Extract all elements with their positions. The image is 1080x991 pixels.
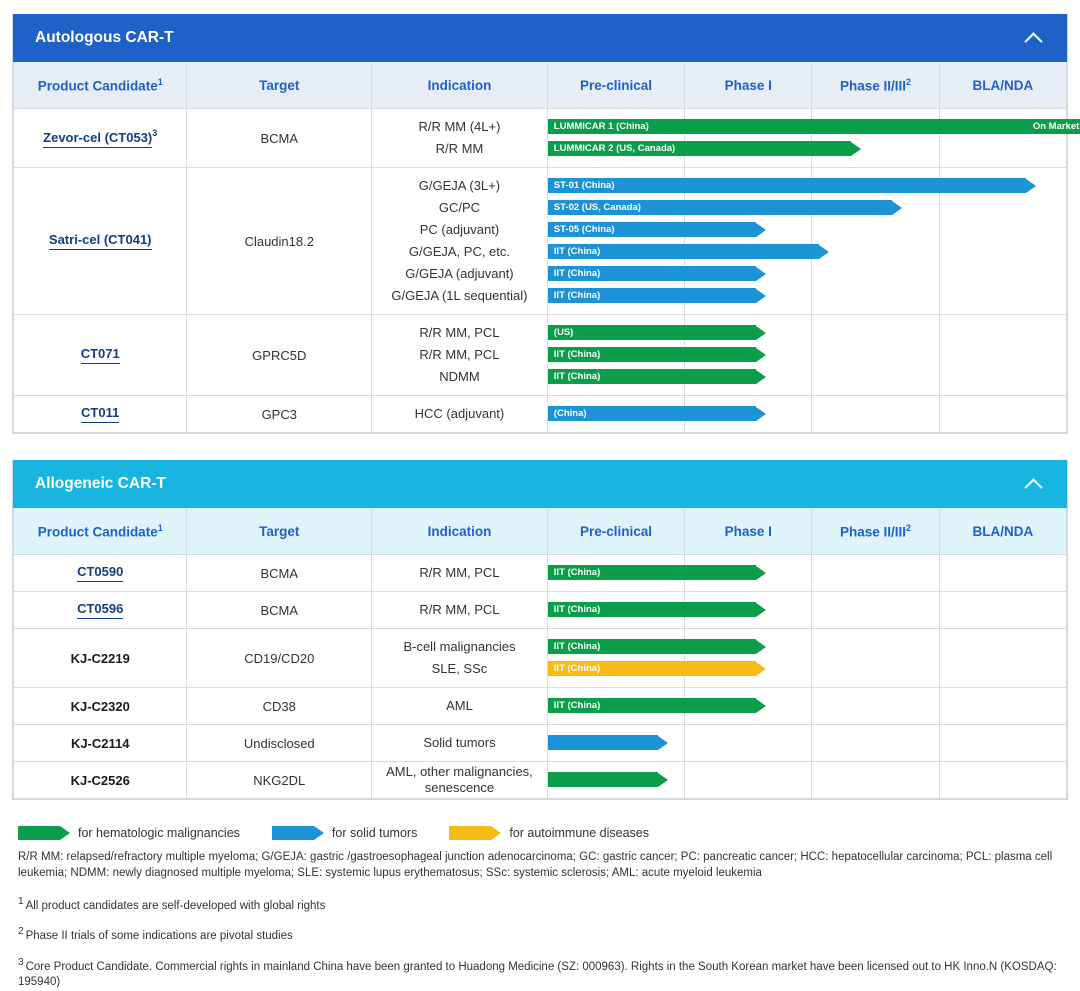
progress-bar: [548, 735, 668, 750]
indication-label: R/R MM: [435, 141, 484, 156]
bar-track: [548, 555, 1080, 591]
bar-row: [548, 344, 1080, 366]
phase-cell: [547, 555, 684, 592]
bar-track: [548, 109, 1080, 167]
panel-title: Allogeneic CAR-T: [35, 475, 166, 492]
bar-track: [548, 168, 1080, 314]
indication-label: AML: [446, 698, 473, 713]
bar-body: [548, 735, 658, 750]
column-header: [812, 62, 939, 109]
indication-label: G/GEJA (adjuvant): [405, 266, 514, 281]
table-row: [14, 396, 1067, 433]
footnote-3-marker: 3: [18, 956, 24, 968]
product-name: [71, 651, 130, 666]
phase-cell: [547, 762, 684, 799]
footnote-2-text: Phase II trials of some indications are pivotal studies: [25, 930, 293, 943]
bar-body: [548, 698, 756, 713]
footnote-1-text: All product candidates are self-developed with global rights: [25, 899, 326, 912]
footnote-1-marker: 1: [18, 896, 24, 908]
bar-row: [548, 403, 1080, 425]
target-label: BCMA: [260, 130, 299, 146]
target-label: CD19/CD20: [244, 650, 315, 666]
bar-row: [548, 263, 1080, 285]
product-label: CT0590: [77, 564, 124, 579]
table-row: [14, 762, 1067, 799]
table-row: [14, 725, 1067, 762]
bar-row: [548, 175, 1080, 197]
column-header-label: Phase II/III: [840, 78, 907, 94]
column-header: [187, 62, 372, 109]
bar-label: IIT (China): [553, 268, 601, 279]
product-name: [71, 699, 130, 714]
progress-bar: [548, 602, 766, 617]
progress-bar: [548, 178, 1036, 193]
bar-body: [548, 244, 819, 259]
product-label: CT071: [80, 346, 120, 361]
column-header-superscript: 2: [906, 522, 912, 533]
target-label: BCMA: [260, 602, 299, 618]
progress-bar: [548, 141, 862, 156]
column-header: [547, 62, 684, 109]
column-header-label: Indication: [427, 523, 492, 539]
product-link[interactable]: [43, 130, 152, 148]
bar-arrow-tip: [756, 699, 766, 713]
legend-item: [449, 826, 649, 840]
phase-cell: [547, 688, 684, 725]
bar-label: (US): [553, 327, 574, 338]
target-cell: [187, 396, 372, 433]
bar-body: [548, 178, 1026, 193]
column-header: [939, 508, 1066, 555]
bar-body: [548, 347, 756, 362]
progress-bar: [548, 119, 1080, 134]
pipeline-table: [13, 508, 1067, 799]
bar-arrow-tip: [756, 640, 766, 654]
product-name: [71, 736, 130, 751]
legend-item: [18, 826, 240, 840]
indication-label: SLE, SSc: [431, 661, 488, 676]
column-header: [812, 508, 939, 555]
bar-label: IIT (China): [553, 604, 601, 615]
legend-item: [272, 826, 417, 840]
column-header-label: Pre-clinical: [579, 523, 652, 539]
bar-arrow-tip: [756, 662, 766, 676]
bar-label: IIT (China): [553, 290, 601, 301]
phase-cell: [547, 109, 1080, 168]
bar-body: [548, 406, 756, 421]
bar-body: [548, 772, 658, 787]
indication-cell: [372, 725, 548, 762]
product-candidate-cell: [14, 725, 187, 762]
table-row: [14, 168, 1067, 315]
phase-cell: [547, 396, 684, 433]
column-header: [372, 508, 548, 555]
indication-cell: [372, 109, 548, 168]
column-header-superscript: 1: [157, 76, 163, 87]
product-label: Satri-cel (CT041): [48, 232, 152, 247]
bar-arrow-tip: [819, 245, 829, 259]
target-label: Undisclosed: [243, 735, 315, 751]
indication-label: PC (adjuvant): [419, 222, 500, 237]
column-header-label: Phase II/III: [840, 524, 907, 540]
bar-label: IIT (China): [553, 371, 601, 382]
target-label: BCMA: [260, 565, 299, 581]
legend: [18, 826, 1068, 840]
indication-label: B-cell malignancies: [403, 639, 516, 654]
column-header: [685, 62, 812, 109]
target-cell: [187, 109, 372, 168]
bar-arrow-tip: [756, 407, 766, 421]
bar-row: [548, 769, 1080, 791]
column-header-label: Target: [259, 523, 300, 539]
column-header: [14, 508, 187, 555]
column-header: [187, 508, 372, 555]
bar-row: [548, 138, 1080, 160]
footnote-2: [18, 925, 1068, 944]
table-row: [14, 629, 1067, 688]
footnote-3: [18, 956, 1068, 991]
progress-bar: [548, 288, 766, 303]
phase-cell: [547, 725, 684, 762]
panel-header[interactable]: [13, 14, 1067, 62]
target-cell: [187, 688, 372, 725]
bar-arrow-tip: [756, 566, 766, 580]
bar-row: [548, 116, 1080, 138]
progress-bar: [548, 347, 766, 362]
product-candidate-cell[interactable]: [14, 396, 187, 433]
product-candidate-cell[interactable]: [14, 555, 187, 592]
column-header-label: BLA/NDA: [972, 77, 1034, 93]
progress-bar: [548, 369, 766, 384]
abbreviations-text: R/R MM: relapsed/refractory multiple myeloma; G/GEJA: gastric /gastroesophageal junction adenocarcinoma; GC: gastric cancer; PC: pancreatic cancer; HCC: hepatocellular carcinoma; PCL: plasma cell leukemia; NDMM: newly diagnosed multiple myeloma; SLE: systemic lupus erythematosus; SSc: systemic sclerosis; AML: acute myeloid leukemia: [18, 851, 1053, 879]
product-link[interactable]: [81, 405, 119, 423]
bar-row: [548, 241, 1080, 263]
product-candidate-cell[interactable]: [14, 592, 187, 629]
column-header: [372, 62, 548, 109]
progress-bar: [548, 325, 766, 340]
column-header: [547, 508, 684, 555]
product-label: KJ-C2320: [70, 698, 130, 714]
bar-label: IIT (China): [553, 349, 601, 360]
progress-bar: [548, 266, 766, 281]
target-cell: [187, 315, 372, 396]
phase-cell: [547, 315, 684, 396]
pipeline-panel: [12, 460, 1068, 800]
bar-body: [548, 266, 756, 281]
table-row: [14, 688, 1067, 725]
indication-label: Solid tumors: [423, 735, 496, 750]
bar-arrow-tip: [1026, 179, 1036, 193]
bar-arrow-tip: [756, 603, 766, 617]
indication-cell: [372, 315, 548, 396]
footnote-1: [18, 895, 1068, 914]
bar-arrow-tip: [756, 267, 766, 281]
legend-label: for autoimmune diseases: [509, 826, 649, 840]
footnote-2-marker: 2: [18, 926, 24, 938]
bar-label: ST-01 (China): [553, 180, 615, 191]
panel-title: Autologous CAR-T: [35, 29, 174, 46]
bar-row: [548, 366, 1080, 388]
column-header-label: Pre-clinical: [579, 77, 652, 93]
indication-cell: [372, 592, 548, 629]
bar-row: [548, 197, 1080, 219]
panel-header[interactable]: [13, 460, 1067, 508]
bar-row: [548, 695, 1080, 717]
bar-arrow-tip: [756, 223, 766, 237]
indication-label: G/GEJA (3L+): [418, 178, 501, 193]
indication-label: GC/PC: [438, 200, 481, 215]
panels-container: [12, 14, 1080, 800]
indication-label: R/R MM, PCL: [419, 325, 500, 340]
legend-label: for solid tumors: [331, 826, 418, 840]
bar-body: [548, 325, 756, 340]
target-cell: [187, 725, 372, 762]
bar-row: [548, 732, 1080, 754]
product-candidate-cell[interactable]: [14, 168, 187, 315]
bar-arrow-tip: [892, 201, 902, 215]
phase-cell: [547, 592, 684, 629]
bar-row: [548, 562, 1080, 584]
phase-cell: [547, 629, 684, 688]
column-header-label: BLA/NDA: [972, 523, 1034, 539]
bar-body: [548, 602, 756, 617]
phase-cell: [547, 168, 684, 315]
product-candidate-cell: [14, 688, 187, 725]
target-label: NKG2DL: [253, 772, 306, 788]
bar-label: (China): [553, 408, 587, 419]
indication-label: AML, other malignancies, senescence: [386, 764, 533, 795]
indication-cell: [372, 688, 548, 725]
progress-bar: [548, 565, 766, 580]
column-header: [939, 62, 1066, 109]
progress-bar: [548, 698, 766, 713]
target-cell: [187, 555, 372, 592]
target-cell: [187, 762, 372, 799]
indication-label: G/GEJA, PC, etc.: [408, 244, 511, 259]
bar-label: IIT (China): [553, 641, 601, 652]
bar-track: [548, 688, 1080, 724]
product-label: CT0596: [77, 601, 124, 616]
indication-label: G/GEJA (1L sequential): [391, 288, 528, 303]
column-header-label: Product Candidate: [37, 524, 158, 540]
bar-body: [548, 288, 756, 303]
column-header-label: Indication: [427, 77, 492, 93]
bar-label: ST-05 (China): [553, 224, 615, 235]
progress-bar: [548, 200, 903, 215]
product-label: CT011: [81, 405, 120, 420]
bar-label: IIT (China): [553, 246, 601, 257]
bar-body: [548, 119, 1080, 134]
bar-body: [548, 222, 756, 237]
progress-bar: [548, 639, 766, 654]
target-cell: [187, 629, 372, 688]
target-label: CD38: [262, 698, 296, 714]
legend-arrow-icon: [272, 826, 324, 840]
bar-row: [548, 322, 1080, 344]
target-cell: [187, 168, 372, 315]
bar-arrow-tip: [658, 736, 668, 750]
table-header-row: [14, 62, 1067, 109]
indication-cell: [372, 555, 548, 592]
bar-arrow-tip: [658, 773, 668, 787]
table-header-row: [14, 508, 1067, 555]
bar-label: IIT (China): [553, 567, 601, 578]
indication-cell: [372, 762, 548, 799]
bar-row: [548, 658, 1080, 680]
legend-arrow-icon: [18, 826, 70, 840]
column-header-label: Phase I: [724, 523, 772, 539]
indication-label: HCC (adjuvant): [414, 406, 505, 421]
bar-body: [548, 565, 756, 580]
legend-label: for hematologic malignancies: [78, 826, 240, 840]
bar-track: [548, 396, 1080, 432]
table-row: [14, 555, 1067, 592]
bar-arrow-tip: [756, 370, 766, 384]
progress-bar: [548, 661, 766, 676]
indication-label: R/R MM, PCL: [419, 565, 500, 580]
product-link[interactable]: [77, 564, 123, 582]
chevron-up-icon[interactable]: [1025, 474, 1045, 494]
bar-track: [548, 725, 1080, 761]
indication-label: R/R MM, PCL: [419, 347, 500, 362]
bar-arrow-tip: [756, 289, 766, 303]
column-header-label: Phase I: [724, 77, 772, 93]
product-candidate-cell[interactable]: [14, 315, 187, 396]
table-row: [14, 592, 1067, 629]
bar-right-label: On Market: [1032, 121, 1080, 132]
legend-arrow-icon: [449, 826, 501, 840]
indication-cell: [372, 629, 548, 688]
target-label: GPC3: [261, 406, 297, 422]
target-cell: [187, 592, 372, 629]
progress-bar: [548, 222, 766, 237]
column-header: [685, 508, 812, 555]
bar-label: IIT (China): [553, 663, 601, 674]
footnote-3-text: Core Product Candidate. Commercial rights in mainland China have been granted to Huadong Medicine (SZ: 000963). Rights in the South Korean market have been licensed out to HK Inno.N (KOSDAQ: 195940): [18, 960, 1057, 989]
table-row: [14, 109, 1067, 168]
bar-label: ST-02 (US, Canada): [553, 202, 641, 213]
bar-arrow-tip: [851, 142, 861, 156]
bar-label: IIT (China): [553, 700, 601, 711]
bar-arrow-tip: [756, 326, 766, 340]
target-label: GPRC5D: [252, 347, 307, 363]
bar-track: [548, 592, 1080, 628]
bar-track: [548, 762, 1080, 798]
bar-arrow-tip: [756, 348, 766, 362]
product-candidate-cell: [14, 629, 187, 688]
column-header-label: Target: [259, 77, 300, 93]
product-label: KJ-C2219: [70, 650, 130, 666]
bar-body: [548, 639, 756, 654]
chevron-up-icon[interactable]: [1025, 28, 1045, 48]
product-name: [71, 773, 130, 788]
column-header-superscript: 1: [157, 522, 163, 533]
bar-row: [548, 599, 1080, 621]
indication-label: R/R MM, PCL: [419, 602, 500, 617]
bar-track: [548, 315, 1080, 395]
bar-body: [548, 661, 756, 676]
bar-body: [548, 200, 893, 215]
progress-bar: [548, 772, 668, 787]
table-row: [14, 315, 1067, 396]
bar-row: [548, 285, 1080, 307]
target-label: Claudin18.2: [244, 233, 314, 249]
bar-label: LUMMICAR 1 (China): [553, 121, 649, 132]
product-link[interactable]: [77, 601, 123, 619]
bar-body: [548, 369, 756, 384]
pipeline-table: [13, 62, 1080, 433]
product-label: KJ-C2526: [70, 772, 130, 788]
bar-body: [548, 141, 852, 156]
pipeline-panel: [12, 14, 1080, 434]
indication-cell: [372, 168, 548, 315]
indication-label: NDMM: [439, 369, 480, 384]
product-link[interactable]: [49, 232, 152, 250]
product-label: KJ-C2114: [70, 735, 130, 751]
bar-row: [548, 636, 1080, 658]
product-label: Zevor-cel (CT053): [43, 129, 153, 145]
column-header-superscript: 2: [906, 76, 912, 87]
progress-bar: [548, 244, 829, 259]
product-candidate-cell: [14, 762, 187, 799]
bar-row: [548, 219, 1080, 241]
column-header-label: Product Candidate: [37, 78, 158, 94]
product-link[interactable]: [81, 346, 120, 364]
bar-track: [548, 629, 1080, 687]
indication-cell: [372, 396, 548, 433]
product-superscript: 3: [152, 128, 158, 139]
bar-label: LUMMICAR 2 (US, Canada): [553, 143, 676, 154]
product-candidate-cell[interactable]: [14, 109, 187, 168]
column-header: [14, 62, 187, 109]
indication-label: R/R MM (4L+): [418, 119, 501, 134]
progress-bar: [548, 406, 766, 421]
